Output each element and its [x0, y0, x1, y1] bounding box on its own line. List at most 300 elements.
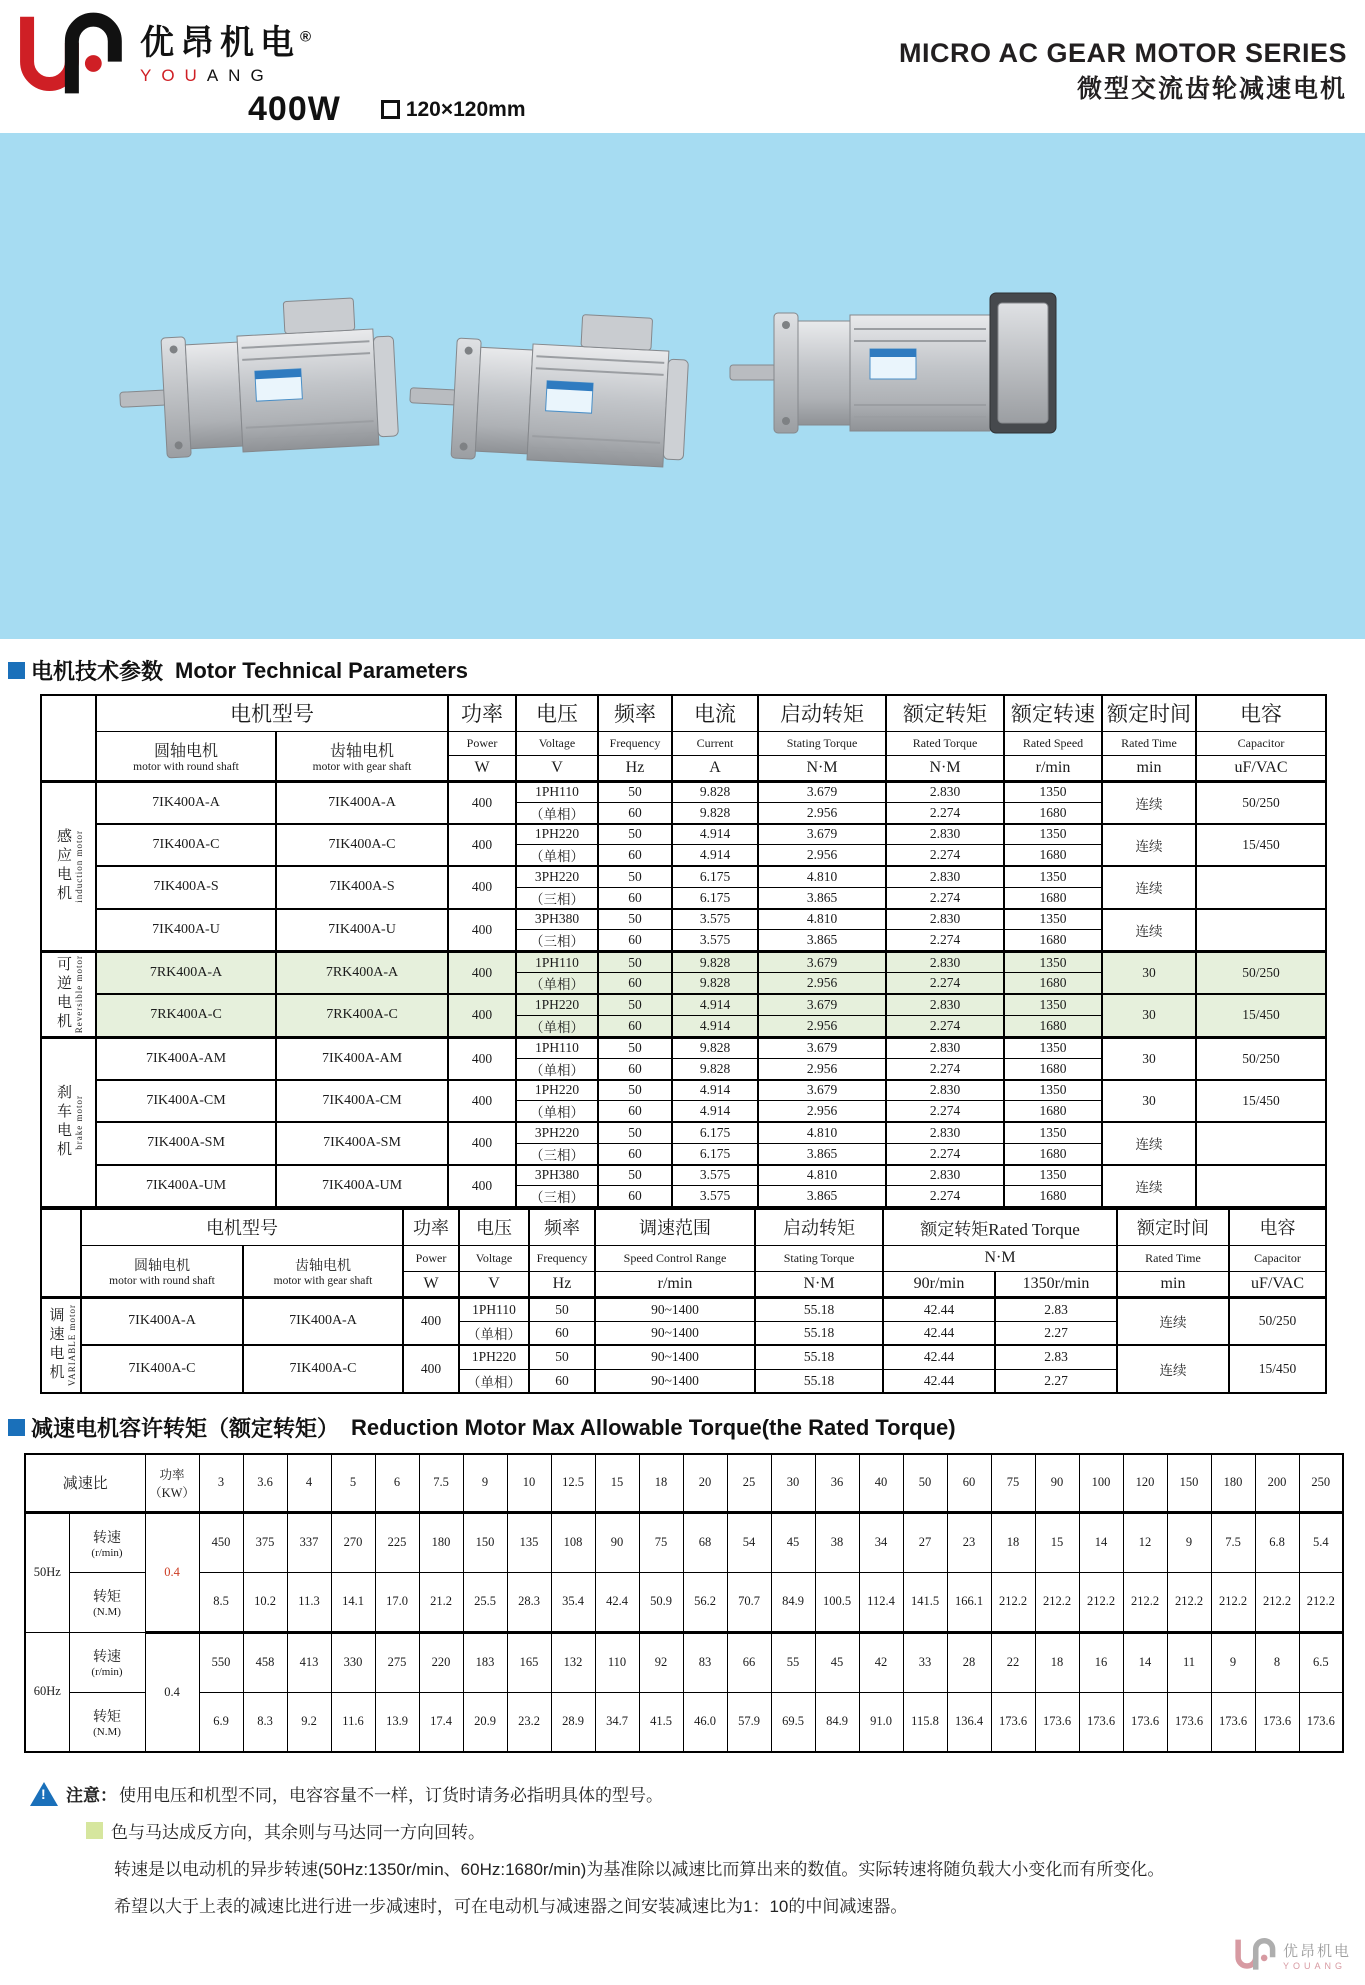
power-value: 400	[403, 1345, 459, 1393]
speed-value: 27	[903, 1512, 947, 1572]
col-rated-speed-en: Rated Speed	[1004, 731, 1102, 755]
starting-torque-value: 3.865	[758, 930, 886, 952]
model-gear-shaft: 7IK400A-A	[243, 1297, 403, 1345]
model-round-shaft: 7IK400A-CM	[96, 1080, 276, 1123]
torque-value: 173.6	[1035, 1692, 1079, 1752]
col-speed-range-en: Speed Control Range	[595, 1245, 755, 1271]
youang-logo-icon	[14, 8, 126, 104]
col-rated-torque: 额定转矩	[886, 695, 1004, 731]
torque-value: 173.6	[1255, 1692, 1299, 1752]
voltage-value: 1PH220	[459, 1345, 529, 1369]
model-round-shaft: 7IK400A-AM	[96, 1037, 276, 1080]
blue-square-icon	[8, 662, 25, 679]
torque-value: 10.2	[243, 1572, 287, 1632]
power-kw-value: 0.4	[145, 1632, 199, 1752]
col-model: 电机型号	[81, 1209, 403, 1245]
model-gear-shaft: 7IK400A-SM	[276, 1122, 448, 1165]
model-gear-shaft: 7IK400A-C	[276, 824, 448, 867]
model-gear-shaft: 7RK400A-A	[276, 952, 448, 995]
voltage-phase: （单相）	[459, 1369, 529, 1393]
section2-cn: 减速电机容许转矩（额定转矩）	[31, 1416, 340, 1441]
starting-torque-value: 4.810	[758, 909, 886, 930]
unit-nm: N·M	[755, 1271, 883, 1297]
ratio-header: 12.5	[551, 1454, 595, 1512]
speed-value: 6.5	[1299, 1632, 1343, 1692]
model-gear-shaft: 7IK400A-AM	[276, 1037, 448, 1080]
starting-torque-value: 2.956	[758, 1101, 886, 1123]
speed-value: 38	[815, 1512, 859, 1572]
rated-torque-value: 2.274	[886, 930, 1004, 952]
capacitor-value: 50/250	[1196, 1037, 1326, 1080]
unit-v: V	[459, 1271, 529, 1297]
footer-logo-cn: 优昂机电	[1282, 1942, 1351, 1960]
torque-value: 173.6	[1167, 1692, 1211, 1752]
starting-torque-value: 3.679	[758, 994, 886, 1015]
torque-value: 20.9	[463, 1692, 507, 1752]
model-row	[41, 1037, 1326, 1058]
col-rated-torque-en: Rated Torque	[886, 731, 1004, 755]
torque-value: 112.4	[859, 1572, 903, 1632]
group-name-cn: 可逆电机	[55, 956, 72, 1033]
voltage-phase: （单相）	[459, 1321, 529, 1345]
current-value: 6.175	[672, 1143, 758, 1165]
rated-time-value: 30	[1102, 1080, 1196, 1123]
group-name-en: VARIABLE motor	[66, 1304, 77, 1387]
col-starting-torque-en: Stating Torque	[755, 1245, 883, 1271]
rated-speed-value: 1680	[1004, 1186, 1102, 1208]
current-value: 9.828	[672, 973, 758, 995]
col-power-en: Power	[448, 731, 516, 755]
group-name-en: brake motor	[74, 1094, 84, 1150]
torque-value: 17.4	[419, 1692, 463, 1752]
starting-torque-value: 55.18	[755, 1321, 883, 1345]
rated-torque-90-value: 42.44	[883, 1297, 995, 1321]
rated-speed-value: 1680	[1004, 887, 1102, 909]
voltage-value: 3PH380	[516, 909, 598, 930]
voltage-value: 1PH220	[516, 994, 598, 1015]
t2-body	[41, 1297, 1326, 1393]
torque-value: 57.9	[727, 1692, 771, 1752]
col-frequency: 频率	[598, 695, 672, 731]
col-voltage-en: Voltage	[516, 731, 598, 755]
ratio-torque-row	[25, 1692, 1343, 1752]
rated-torque-value: 2.830	[886, 952, 1004, 973]
rated-speed-value: 1350	[1004, 824, 1102, 845]
voltage-value: 1PH220	[516, 1080, 598, 1101]
voltage-value: 1PH110	[516, 952, 598, 973]
speed-value: 108	[551, 1512, 595, 1572]
voltage-phase: （单相）	[516, 1101, 598, 1123]
speed-value: 180	[419, 1512, 463, 1572]
ratio-torque-row	[25, 1572, 1343, 1632]
rated-torque-value: 2.274	[886, 973, 1004, 995]
col-frequency: 频率	[529, 1209, 595, 1245]
voltage-phase: （单相）	[516, 1015, 598, 1037]
rated-time-value: 连续	[1102, 781, 1196, 824]
starting-torque-value: 2.956	[758, 1058, 886, 1080]
rated-torque-value: 2.830	[886, 1165, 1004, 1186]
speed-value: 458	[243, 1632, 287, 1692]
group-name-en: Reversible motor	[74, 955, 84, 1034]
col-rated-time-en: Rated Time	[1102, 731, 1196, 755]
speed-value: 413	[287, 1632, 331, 1692]
speed-control-motor-table	[40, 1208, 1327, 1394]
voltage-value: 1PH110	[516, 781, 598, 802]
rated-torque-value: 2.274	[886, 887, 1004, 909]
power-value: 400	[403, 1297, 459, 1345]
speed-value: 8	[1255, 1632, 1299, 1692]
ratio-header: 18	[639, 1454, 683, 1512]
power-kw-header: 功率 （KW）	[145, 1454, 199, 1512]
rated-torque-value: 2.830	[886, 1122, 1004, 1143]
torque-value: 84.9	[771, 1572, 815, 1632]
rated-torque-value: 2.830	[886, 994, 1004, 1015]
voltage-phase: （三相）	[516, 1143, 598, 1165]
torque-value: 173.6	[1123, 1692, 1167, 1752]
col-rated-time: 额定时间	[1117, 1209, 1229, 1245]
rated-time-value: 连续	[1102, 824, 1196, 867]
torque-value: 25.5	[463, 1572, 507, 1632]
speed-value: 6.8	[1255, 1512, 1299, 1572]
registered-mark: ®	[300, 28, 318, 46]
ratio-header: 3.6	[243, 1454, 287, 1512]
rated-torque-90-value: 42.44	[883, 1369, 995, 1393]
footer-logo-text	[1283, 1940, 1351, 1971]
torque-value: 8.3	[243, 1692, 287, 1752]
col-voltage: 电压	[516, 695, 598, 731]
note-green	[30, 1818, 1365, 1843]
rated-speed-value: 1350	[1004, 1037, 1102, 1058]
rated-time-value: 连续	[1102, 909, 1196, 952]
warning-text: 使用电压和机型不同，电容容量不一样，订货时请务必指明具体的型号。	[119, 1786, 663, 1805]
unit-w: W	[448, 755, 516, 781]
ratio-header: 7.5	[419, 1454, 463, 1512]
speed-value: 9	[1167, 1512, 1211, 1572]
col-current-en: Current	[672, 731, 758, 755]
col-capacitor: 电容	[1196, 695, 1326, 731]
torque-value: 212.2	[1079, 1572, 1123, 1632]
power-rating: 400W	[248, 90, 341, 128]
model-round-shaft: 7IK400A-C	[81, 1345, 243, 1393]
current-value: 4.914	[672, 824, 758, 845]
voltage-value: 1PH220	[516, 824, 598, 845]
group-name-en: induction motor	[74, 829, 84, 903]
torque-value: 166.1	[947, 1572, 991, 1632]
voltage-phase: （三相）	[516, 1186, 598, 1208]
ratio-speed-row	[25, 1512, 1343, 1572]
starting-torque-value: 3.865	[758, 1143, 886, 1165]
rated-torque-value: 2.274	[886, 1186, 1004, 1208]
torque-value: 136.4	[947, 1692, 991, 1752]
torque-row-label: 转矩 (N.M)	[69, 1572, 145, 1632]
rated-torque-value: 2.274	[886, 802, 1004, 824]
unit-1350rmin: 1350r/min	[995, 1271, 1117, 1297]
col-voltage: 电压	[459, 1209, 529, 1245]
rated-torque-value: 2.830	[886, 781, 1004, 802]
current-value: 3.575	[672, 1165, 758, 1186]
capacitor-value: 50/250	[1229, 1297, 1326, 1345]
torque-value: 91.0	[859, 1692, 903, 1752]
current-value: 4.914	[672, 845, 758, 867]
frequency-value: 60	[598, 1186, 672, 1208]
speed-value: 275	[375, 1632, 419, 1692]
torque-value: 173.6	[1299, 1692, 1343, 1752]
torque-value: 212.2	[1299, 1572, 1343, 1632]
current-value: 3.575	[672, 930, 758, 952]
capacitor-value	[1196, 1122, 1326, 1165]
rated-torque-value: 2.830	[886, 866, 1004, 887]
capacitor-value: 15/450	[1229, 1345, 1326, 1393]
col-gear-shaft: 齿轴电机 motor with gear shaft	[276, 731, 448, 781]
torque-value: 35.4	[551, 1572, 595, 1632]
t3-header	[25, 1454, 1343, 1512]
speed-value: 45	[815, 1632, 859, 1692]
ratio-header: 3	[199, 1454, 243, 1512]
torque-value: 173.6	[991, 1692, 1035, 1752]
col-gear-shaft: 齿轴电机 motor with gear shaft	[243, 1245, 403, 1297]
speed-value: 92	[639, 1632, 683, 1692]
rated-torque-90-value: 42.44	[883, 1321, 995, 1345]
frequency-value: 50	[598, 909, 672, 930]
torque-value: 212.2	[1035, 1572, 1079, 1632]
speed-value: 14	[1123, 1632, 1167, 1692]
voltage-phase: （单相）	[516, 845, 598, 867]
current-value: 4.914	[672, 1080, 758, 1101]
frequency-value: 50	[598, 1037, 672, 1058]
ratio-header: 50	[903, 1454, 947, 1512]
starting-torque-value: 3.679	[758, 1037, 886, 1058]
torque-value: 70.7	[727, 1572, 771, 1632]
ratio-header: 90	[1035, 1454, 1079, 1512]
ratio-header: 180	[1211, 1454, 1255, 1512]
rated-speed-value: 1350	[1004, 1165, 1102, 1186]
ratio-header: 20	[683, 1454, 727, 1512]
current-value: 3.575	[672, 909, 758, 930]
voltage-value: 1PH110	[516, 1037, 598, 1058]
starting-torque-value: 2.956	[758, 1015, 886, 1037]
frequency-group-label: 50Hz	[25, 1512, 69, 1632]
speed-value: 11	[1167, 1632, 1211, 1692]
capacitor-value: 15/450	[1196, 1080, 1326, 1123]
rated-time-value: 连续	[1102, 1122, 1196, 1165]
rated-time-value: 连续	[1117, 1297, 1229, 1345]
capacitor-value: 15/450	[1196, 994, 1326, 1037]
page-header	[0, 0, 1365, 133]
ratio-speed-row	[25, 1632, 1343, 1692]
rated-torque-value: 2.830	[886, 1080, 1004, 1101]
capacitor-value: 15/450	[1196, 824, 1326, 867]
speed-value: 165	[507, 1632, 551, 1692]
starting-torque-value: 4.810	[758, 866, 886, 887]
warning-icon	[30, 1782, 58, 1806]
reduction-ratio-header: 减速比	[25, 1454, 145, 1512]
speed-value: 55	[771, 1632, 815, 1692]
current-value: 4.914	[672, 1015, 758, 1037]
rated-torque-value: 2.830	[886, 824, 1004, 845]
speed-value: 132	[551, 1632, 595, 1692]
torque-value: 84.9	[815, 1692, 859, 1752]
col-starting-torque: 启动转矩	[758, 695, 886, 731]
header-spacer	[41, 1209, 81, 1297]
col-capacitor: 电容	[1229, 1209, 1326, 1245]
torque-value: 212.2	[1255, 1572, 1299, 1632]
speed-value: 18	[991, 1512, 1035, 1572]
ratio-header: 30	[771, 1454, 815, 1512]
motor-group-label	[41, 781, 96, 952]
col-capacitor-en: Capacitor	[1229, 1245, 1326, 1271]
frequency-value: 60	[598, 1058, 672, 1080]
current-value: 4.914	[672, 1101, 758, 1123]
ratio-header: 15	[595, 1454, 639, 1512]
col-current: 电流	[672, 695, 758, 731]
frequency-value: 50	[529, 1345, 595, 1369]
warning-label: 注意：	[66, 1786, 117, 1805]
speed-value: 15	[1035, 1512, 1079, 1572]
torque-value: 23.2	[507, 1692, 551, 1752]
starting-torque-value: 3.679	[758, 1080, 886, 1101]
unit-w: W	[403, 1271, 459, 1297]
t1-header-cn	[41, 695, 1326, 731]
rated-speed-value: 1350	[1004, 1080, 1102, 1101]
starting-torque-value: 3.679	[758, 952, 886, 973]
torque-value: 212.2	[991, 1572, 1035, 1632]
voltage-phase: （三相）	[516, 887, 598, 909]
current-value: 9.828	[672, 802, 758, 824]
section2-en: Reduction Motor Max Allowable Torque(the Rated Torque)	[351, 1414, 956, 1440]
model-round-shaft: 7IK400A-C	[96, 824, 276, 867]
rated-time-value: 30	[1102, 952, 1196, 995]
speed-value: 270	[331, 1512, 375, 1572]
speed-value: 45	[771, 1512, 815, 1572]
speed-value: 16	[1079, 1632, 1123, 1692]
ratio-header: 10	[507, 1454, 551, 1512]
col-model: 电机型号	[96, 695, 448, 731]
model-round-shaft: 7IK400A-A	[96, 781, 276, 824]
col-voltage-en: Voltage	[459, 1245, 529, 1271]
speed-range-value: 90~1400	[595, 1369, 755, 1393]
motor-group-label	[41, 1037, 96, 1207]
speed-value: 33	[903, 1632, 947, 1692]
rated-time-value: 连续	[1102, 866, 1196, 909]
model-row	[41, 1165, 1326, 1186]
starting-torque-value: 3.865	[758, 1186, 886, 1208]
torque-value: 115.8	[903, 1692, 947, 1752]
current-value: 6.175	[672, 866, 758, 887]
frequency-value: 60	[598, 930, 672, 952]
green-note-text: 色与马达成反方向，其余则与马达同一方向回转。	[111, 1823, 485, 1842]
voltage-value: 3PH220	[516, 866, 598, 887]
capacitor-value	[1196, 1165, 1326, 1208]
torque-value: 212.2	[1211, 1572, 1255, 1632]
speed-value: 550	[199, 1632, 243, 1692]
speed-value: 34	[859, 1512, 903, 1572]
speed-value: 337	[287, 1512, 331, 1572]
logo-cn: 优昂机电	[140, 24, 300, 62]
youang-logo-icon-faded	[1233, 1935, 1277, 1975]
speed-value: 28	[947, 1632, 991, 1692]
section1-cn: 电机技术参数	[31, 659, 164, 684]
torque-value: 21.2	[419, 1572, 463, 1632]
t2-header-en	[41, 1245, 1326, 1271]
rated-torque-value: 2.274	[886, 845, 1004, 867]
model-round-shaft: 7IK400A-S	[96, 866, 276, 909]
power-value: 400	[448, 994, 516, 1037]
model-row	[41, 1297, 1326, 1321]
capacitor-value: 50/250	[1196, 952, 1326, 995]
speed-value: 54	[727, 1512, 771, 1572]
speed-value: 5.4	[1299, 1512, 1343, 1572]
power-value: 400	[448, 1165, 516, 1208]
motor-group-label	[41, 952, 96, 1038]
voltage-phase: （单相）	[516, 973, 598, 995]
section-title-torque	[8, 1412, 1365, 1443]
torque-value: 28.3	[507, 1572, 551, 1632]
model-round-shaft: 7IK400A-SM	[96, 1122, 276, 1165]
t2-header-cn	[41, 1209, 1326, 1245]
speed-value: 150	[463, 1512, 507, 1572]
frequency-value: 60	[598, 887, 672, 909]
voltage-phase: （单相）	[516, 1058, 598, 1080]
voltage-phase: （三相）	[516, 930, 598, 952]
rated-speed-value: 1680	[1004, 1015, 1102, 1037]
speed-value: 18	[1035, 1632, 1079, 1692]
voltage-value: 3PH220	[516, 1122, 598, 1143]
speed-value: 375	[243, 1512, 287, 1572]
torque-value: 50.9	[639, 1572, 683, 1632]
model-row	[41, 1345, 1326, 1369]
voltage-value: 3PH380	[516, 1165, 598, 1186]
power-value: 400	[448, 866, 516, 909]
rated-torque-1350-value: 2.83	[995, 1297, 1117, 1321]
torque-value: 8.5	[199, 1572, 243, 1632]
section1-en: Motor Technical Parameters	[175, 657, 469, 683]
rated-time-value: 30	[1102, 1037, 1196, 1080]
group-name-cn: 调速电机	[47, 1307, 65, 1384]
frequency-value: 60	[598, 1143, 672, 1165]
series-title-cn: 微型交流齿轮减速电机	[1076, 75, 1347, 103]
capacitor-value: 50/250	[1196, 781, 1326, 824]
torque-value: 42.4	[595, 1572, 639, 1632]
model-gear-shaft: 7IK400A-UM	[276, 1165, 448, 1208]
frequency-value: 50	[598, 866, 672, 887]
speed-value: 22	[991, 1632, 1035, 1692]
ratio-header: 200	[1255, 1454, 1299, 1512]
rated-speed-value: 1350	[1004, 909, 1102, 930]
model-gear-shaft: 7IK400A-CM	[276, 1080, 448, 1123]
frequency-value: 50	[598, 952, 672, 973]
torque-value: 9.2	[287, 1692, 331, 1752]
col-power: 功率	[403, 1209, 459, 1245]
current-value: 6.175	[672, 887, 758, 909]
speed-value: 66	[727, 1632, 771, 1692]
power-value: 400	[448, 1122, 516, 1165]
rated-speed-value: 1680	[1004, 1101, 1102, 1123]
model-gear-shaft: 7IK400A-S	[276, 866, 448, 909]
col-power: 功率	[448, 695, 516, 731]
frequency-value: 60	[529, 1321, 595, 1345]
model-round-shaft: 7IK400A-UM	[96, 1165, 276, 1208]
frequency-value: 60	[598, 802, 672, 824]
unit-min: min	[1102, 755, 1196, 781]
starting-torque-value: 4.810	[758, 1165, 886, 1186]
model-row	[41, 1080, 1326, 1101]
starting-torque-value: 2.956	[758, 802, 886, 824]
frequency-value: 50	[598, 781, 672, 802]
starting-torque-value: 55.18	[755, 1297, 883, 1321]
col-rated-time-en: Rated Time	[1117, 1245, 1229, 1271]
torque-value: 46.0	[683, 1692, 727, 1752]
ratio-header: 5	[331, 1454, 375, 1512]
